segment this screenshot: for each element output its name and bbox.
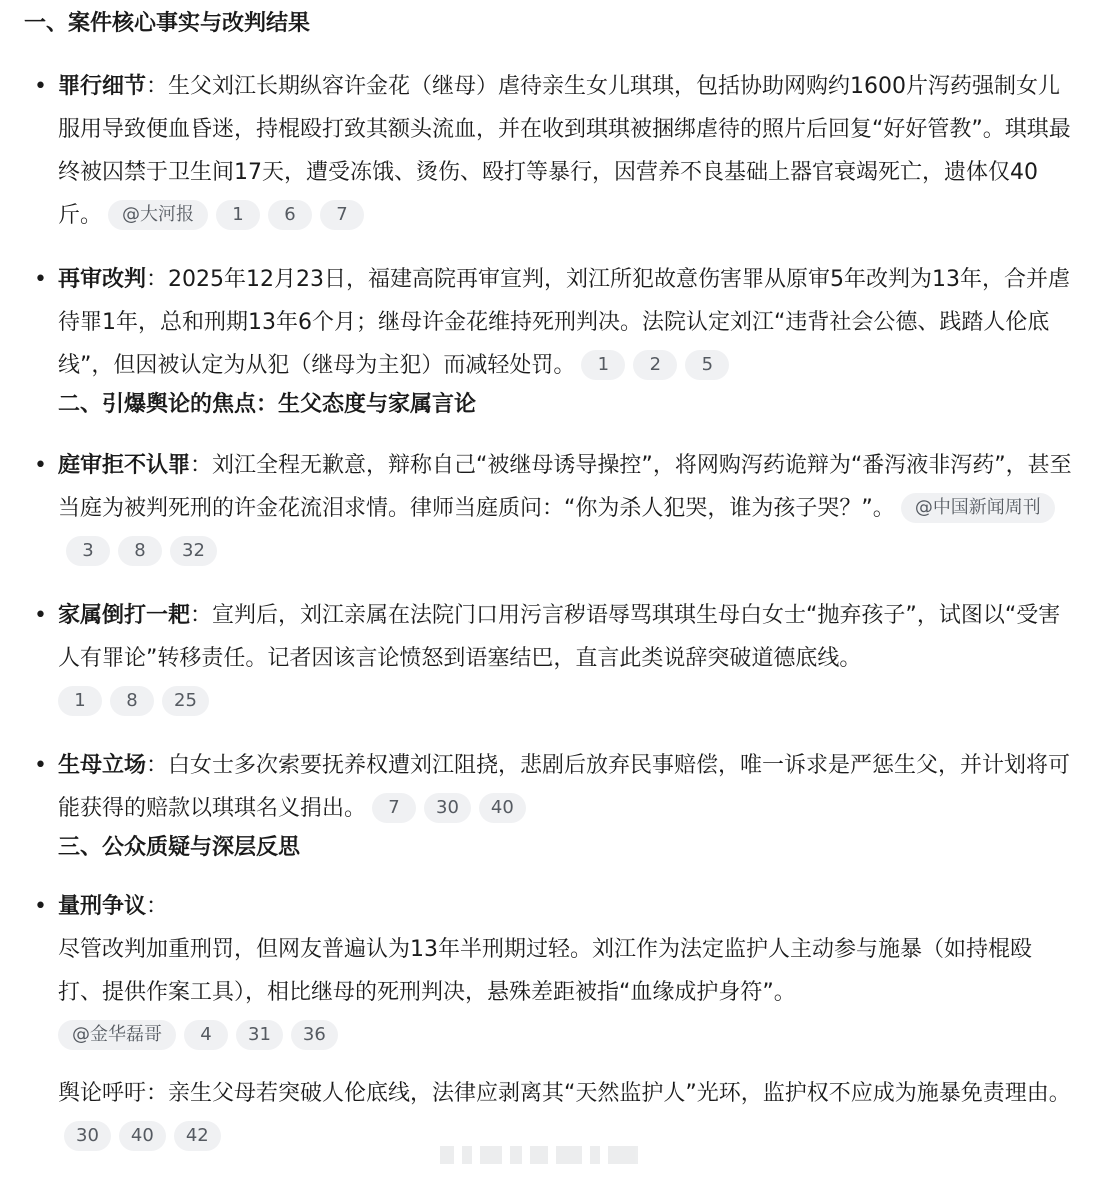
source-chip[interactable]: @金华磊哥 <box>58 1020 176 1050</box>
list-item-no-guilty-plea <box>24 444 1073 573</box>
ref-chip[interactable]: 6 <box>268 200 312 230</box>
ref-chip[interactable]: 40 <box>479 793 526 823</box>
ref-chip[interactable]: 8 <box>118 536 162 566</box>
item-sep: ： <box>190 603 213 628</box>
item-text: 白女士多次索要抚养权遭刘江阻挠，悲剧后放弃民事赔偿，唯一诉求是严惩生父，并计划将可能获得的赔款以琪琪名义捐出。 <box>58 753 1071 821</box>
item-text: 生父刘江长期纵容许金花（继母）虐待亲生女儿琪琪，包括协助网购约1600片泻药强制女儿服用导致便血昏迷，持棍殴打致其额头流血，并在收到琪琪被捆绑虐待的照片后回复“好好管教”。琪琪最终被囚禁于卫生间17天，遭受冻饿、烫伤、殴打等暴行，因营养不良基础上器官衰竭死亡，遗体仅40斤。 <box>58 74 1071 228</box>
ref-chip[interactable]: 25 <box>162 686 209 716</box>
ref-chip[interactable]: 1 <box>581 350 625 380</box>
ref-chip[interactable]: 32 <box>170 536 217 566</box>
bullet-icon: • <box>34 453 47 478</box>
section-2-list <box>24 444 1073 830</box>
item-term: 罪行细节 <box>58 74 147 99</box>
ref-chip[interactable]: 31 <box>236 1020 283 1050</box>
section-3-list <box>24 885 1073 1057</box>
ref-chip[interactable]: 8 <box>110 686 154 716</box>
source-chip[interactable]: @大河报 <box>108 200 208 230</box>
ref-chip[interactable]: 40 <box>119 1121 166 1151</box>
item-text: 刘江全程无歉意，辩称自己“被继母诱导操控”，将网购泻药诡辩为“番泻液非泻药”，甚至当庭为被判死刑的许金花流泪求情。律师当庭质问：“你为杀人犯哭，谁为孩子哭？”。 <box>58 453 1072 521</box>
faded-watermark <box>440 1146 660 1170</box>
ref-chip[interactable]: 7 <box>320 200 364 230</box>
item-sep: ： <box>146 74 169 99</box>
ref-chip[interactable]: 30 <box>64 1121 111 1151</box>
list-item-retrial <box>24 258 1073 387</box>
item-term: 生母立场 <box>58 753 147 778</box>
ref-chip[interactable]: 36 <box>291 1020 338 1050</box>
item-sep: ： <box>146 753 169 778</box>
ref-chip[interactable]: 2 <box>633 350 677 380</box>
bullet-icon: • <box>34 267 47 292</box>
item-sep: ： <box>146 267 169 292</box>
item-term: 家属倒打一耙 <box>58 603 191 628</box>
bullet-icon: • <box>34 74 47 99</box>
ref-chip[interactable]: 42 <box>174 1121 221 1151</box>
bullet-icon: • <box>34 894 47 919</box>
item-term: 量刑争议 <box>58 894 147 919</box>
ref-chip[interactable]: 1 <box>216 200 260 230</box>
ref-chip[interactable]: 4 <box>184 1020 228 1050</box>
bullet-icon: • <box>34 603 47 628</box>
bullet-icon: • <box>34 753 47 778</box>
ref-chip[interactable]: 3 <box>66 536 110 566</box>
item-text: 2025年12月23日，福建高院再审宣判，刘江所犯故意伤害罪从原审5年改判为13年，合并虐待罪1年，总和刑期13年6个月；继母许金花维持死刑判决。法院认定刘江“违背社会公德、践踏人伦底线”，但因被认定为从犯（继母为主犯）而减轻处罚。 <box>58 267 1071 378</box>
ref-chip[interactable]: 30 <box>424 793 471 823</box>
item-text: 宣判后，刘江亲属在法院门口用污言秽语辱骂琪琪生母白女士“抛弃孩子”，试图以“受害人有罪论”转移责任。记者因该言论愤怒到语塞结巴，直言此类说辞突破道德底线。 <box>58 603 1061 671</box>
source-chip[interactable]: @中国新闻周刊 <box>901 493 1055 523</box>
closing-text: 舆论呼吁：亲生父母若突破人伦底线，法律应剥离其“天然监护人”光环，监护权不应成为施暴免责理由。 <box>58 1081 1071 1106</box>
item-term: 庭审拒不认罪 <box>58 453 191 478</box>
item-term: 再审改判 <box>58 267 147 292</box>
list-item-sentencing-dispute <box>24 885 1073 1057</box>
item-sep: ： <box>190 453 213 478</box>
section-1-list <box>24 65 1073 387</box>
section-title-2: 二、引爆舆论的焦点：生父态度与家属言论 <box>58 392 477 417</box>
list-item-crime-details <box>24 65 1073 237</box>
item-text: 尽管改判加重刑罚，但网友普遍认为13年半刑期过轻。刘江作为法定监护人主动参与施暴（如持棍殴打、提供作案工具），相比继母的死刑判决，悬殊差距被指“血缘成护身符”。 <box>58 937 1032 1005</box>
section-title-1: 一、案件核心事实与改判结果 <box>24 11 311 36</box>
ref-chip[interactable]: 1 <box>58 686 102 716</box>
section-title-3: 三、公众质疑与深层反思 <box>58 835 301 860</box>
list-item-family-blame <box>24 594 1073 723</box>
ref-chip[interactable]: 7 <box>372 793 416 823</box>
item-sep: ： <box>146 894 169 919</box>
ref-chip[interactable]: 5 <box>685 350 729 380</box>
list-item-mother-stance <box>24 744 1073 830</box>
